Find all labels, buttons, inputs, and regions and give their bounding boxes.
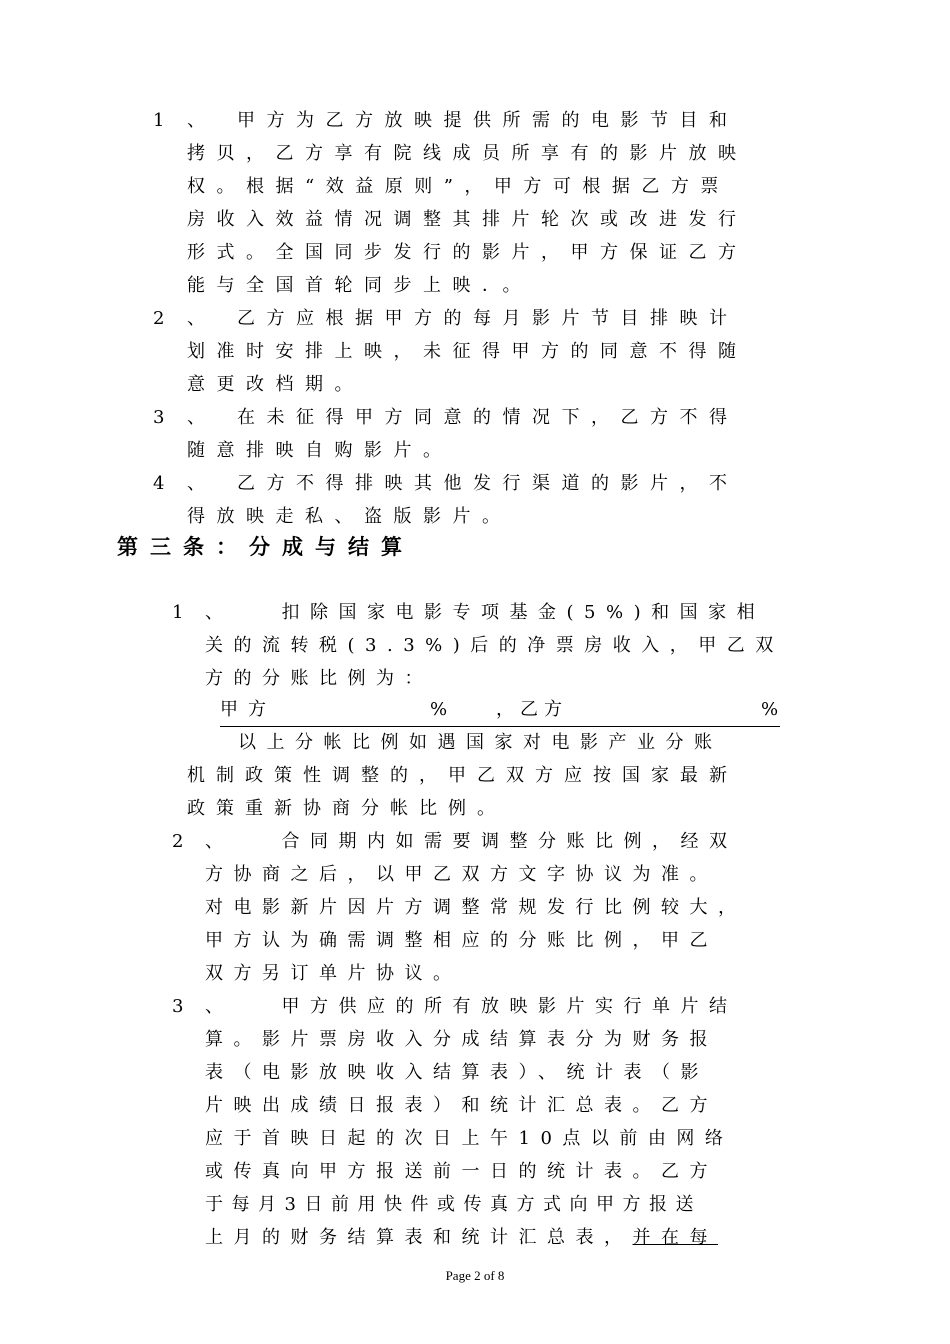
item-2-4-line: 、 乙方不得排映其他发行渠道的影片，不: [187, 473, 739, 494]
party-b-percent: %: [761, 699, 779, 720]
item-3-1-number: 1: [172, 602, 184, 623]
share-ratio-line: [220, 693, 780, 727]
item-3-1-line: 、 扣除国家电影专项基金(5%)和国家相: [205, 602, 766, 623]
item-3-3-line: [205, 1221, 845, 1254]
item-3-3-last-line-text: 上月的财务结算表和统计汇总表，: [205, 1227, 633, 1248]
item-2-2-line: 划准时安排上映，未征得甲方的同意不得随: [187, 341, 748, 362]
item-2-3-line: 随意排映自购影片。: [187, 440, 453, 461]
item-2-1-line: 形式。全国同步发行的影片，甲方保证乙方: [187, 242, 748, 263]
item-2-1-line: 拷贝，乙方享有院线成员所享有的影片放映: [187, 143, 748, 164]
item-3-3-number: 3: [172, 996, 184, 1017]
item-2-2-line: 意更改档期。: [187, 374, 364, 395]
item-2-1-line: 房收入效益情况调整其排片轮次或改进发行: [187, 209, 748, 230]
item-3-3-line: 或传真向甲方报送前一日的统计表。乙方: [205, 1161, 718, 1182]
item-3-2-line: 、 合同期内如需要调整分账比例，经双: [205, 831, 738, 852]
item-3-2-line: 对电影新片因片方调整常规发行比例较大，: [205, 897, 747, 918]
item-3-2-line: 甲方认为确需调整相应的分账比例，甲乙: [205, 930, 718, 951]
item-3-3-line: 于每月3日前用快件或传真方式向甲方报送: [205, 1194, 702, 1215]
item-3-2-line: 双方另订单片协议。: [205, 963, 462, 984]
item-2-1-line: 、 甲方为乙方放映提供所需的电影节目和: [187, 110, 739, 131]
item-3-3-line: 应于首映日起的次日上午10点以前由网络: [205, 1128, 734, 1149]
party-a-percent: %: [430, 699, 448, 720]
item-2-1-line: 权。根据“效益原则”，甲方可根据乙方票: [187, 176, 730, 197]
item-3-3-line: 片映出成绩日报表）和统计汇总表。乙方: [205, 1095, 718, 1116]
item-3-3-line: 算。影片票房收入分成结算表分为财务报: [205, 1029, 718, 1050]
item-2-4-number: 4: [153, 473, 165, 494]
item-2-3-line: 、 在未征得甲方同意的情况下，乙方不得: [187, 407, 739, 428]
item-3-3-line: 表（电影放映收入结算表）、统计表（影: [205, 1062, 709, 1083]
item-3-2-line: 方协商之后，以甲乙双方文字协议为准。: [205, 864, 718, 885]
item-3-2-number: 2: [172, 831, 184, 852]
ratio-note-line: 以上分帐比例如遇国家对电影产业分账: [238, 732, 723, 753]
item-3-1-line: 关的流转税(3.3%)后的净票房收入，甲乙双: [205, 635, 784, 656]
item-3-3-line: 、 甲方供应的所有放映影片实行单片结: [205, 996, 738, 1017]
ratio-note-line: 政策重新协商分帐比例。: [187, 798, 506, 819]
item-2-1-number: 1: [153, 110, 165, 131]
item-3-3-underlined-text: 并在每: [632, 1227, 718, 1248]
page-number-footer: Page 2 of 8: [445, 1268, 505, 1283]
item-2-2-line: 、 乙方应根据甲方的每月影片节目排映计: [187, 308, 739, 329]
item-2-1-line: 能与全国首轮同步上映．。: [187, 275, 532, 296]
item-2-4-line: 得放映走私、盗版影片。: [187, 506, 512, 527]
item-2-3-number: 3: [153, 407, 165, 428]
party-b-label: ，乙方: [496, 699, 568, 720]
section-heading: 第三条：分成与结算: [117, 534, 414, 559]
ratio-note-line: 机制政策性调整的，甲乙双方应按国家最新: [187, 765, 738, 786]
item-3-1-line: 方的分账比例为：: [205, 668, 433, 689]
item-2-2-number: 2: [153, 308, 165, 329]
party-a-label: 甲方: [220, 699, 276, 720]
